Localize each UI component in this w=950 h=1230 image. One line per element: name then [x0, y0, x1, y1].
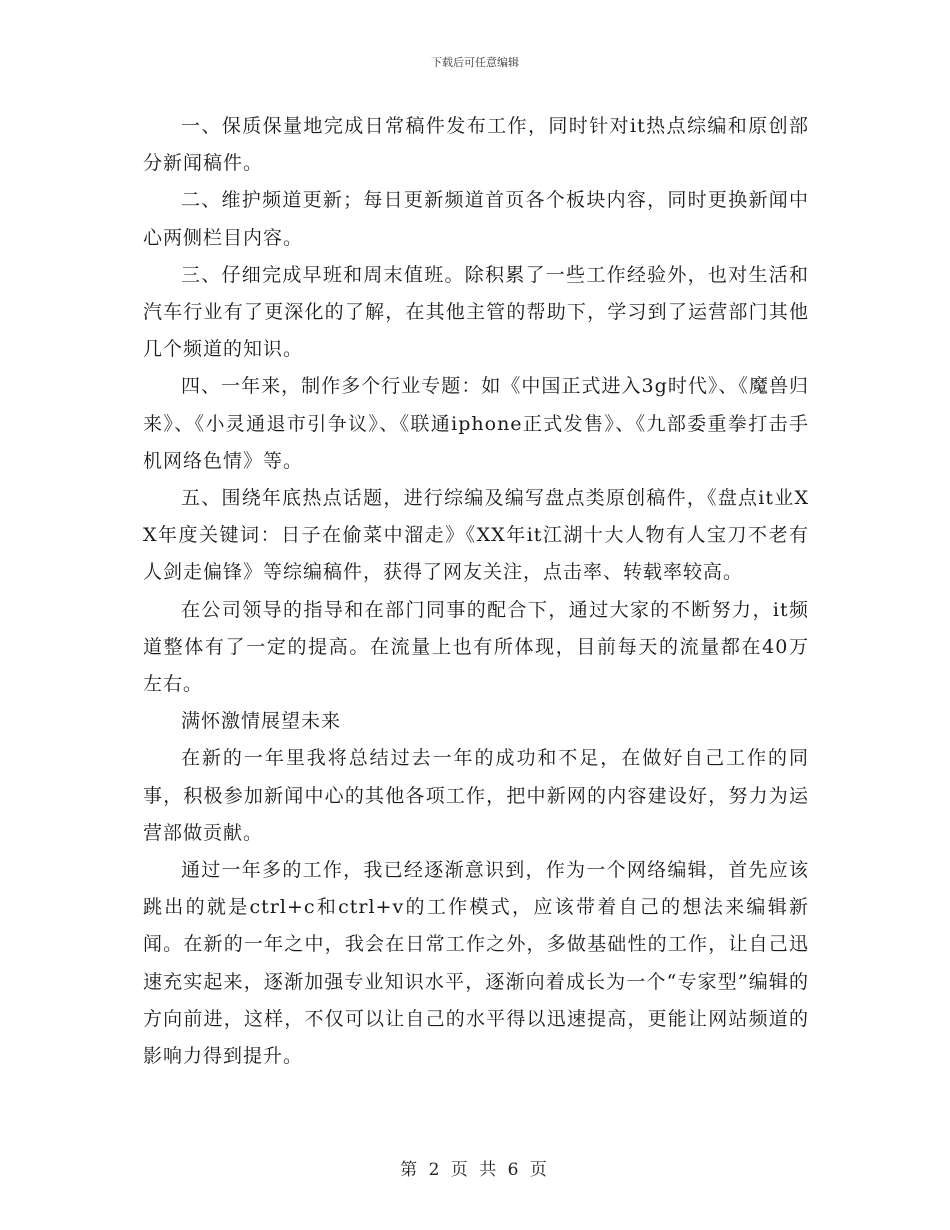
page-header: 下载后可任意编辑	[431, 56, 519, 69]
paragraph: 二、维护频道更新；每日更新频道首页各个板块内容，同时更换新闻中心两侧栏目内容。	[143, 189, 809, 249]
document-body	[143, 108, 809, 1075]
paragraph: 五、围绕年底热点话题，进行综编及编写盘点类原创稿件，《盘点it业XX年度关键词：日子在偷菜中溜走》《XX年it江湖十大人物有人宝刀不老有人剑走偏锋》等综编稿件，获得了网友关注，点击率、转载率较高。	[143, 487, 809, 584]
paragraph: 通过一年多的工作，我已经逐渐意识到，作为一个网络编辑，首先应该跳出的就是ctrl+c和ctrl+v的工作模式，应该带着自己的想法来编辑新闻。在新的一年之中，我会在日常工作之外，多做基础性的工作，让自己迅速充实起来，逐渐加强专业知识水平，逐渐向着成长为一个“专家型”编辑的方向前进，这样，不仅可以让自己的水平得以迅速提高，更能让网站频道的影响力得到提升。	[143, 859, 809, 1068]
paragraph: 一、保质保量地完成日常稿件发布工作，同时针对it热点综编和原创部分新闻稿件。	[143, 115, 809, 175]
paragraph: 四、一年来，制作多个行业专题：如《中国正式进入3g时代》、《魔兽归来》、《小灵通退市引争议》、《联通iphone正式发售》、《九部委重拳打击手机网络色情》等。	[143, 375, 809, 472]
paragraph: 三、仔细完成早班和周末值班。除积累了一些工作经验外，也对生活和汽车行业有了更深化的了解，在其他主管的帮助下，学习到了运营部门其他几个频道的知识。	[143, 263, 809, 361]
paragraph: 在公司领导的指导和在部门同事的配合下，通过大家的不断努力，it频道整体有了一定的提高。在流量上也有所体现，目前每天的流量都在40万左右。	[143, 598, 809, 696]
section-heading: 满怀激情展望未来	[181, 710, 342, 733]
paragraph: 在新的一年里我将总结过去一年的成功和不足，在做好自己工作的同事，积极参加新闻中心的其他各项工作，把中新网的内容建设好，努力为运营部做贡献。	[143, 747, 809, 844]
page-number: 第 2 页 共 6 页	[400, 1160, 550, 1180]
